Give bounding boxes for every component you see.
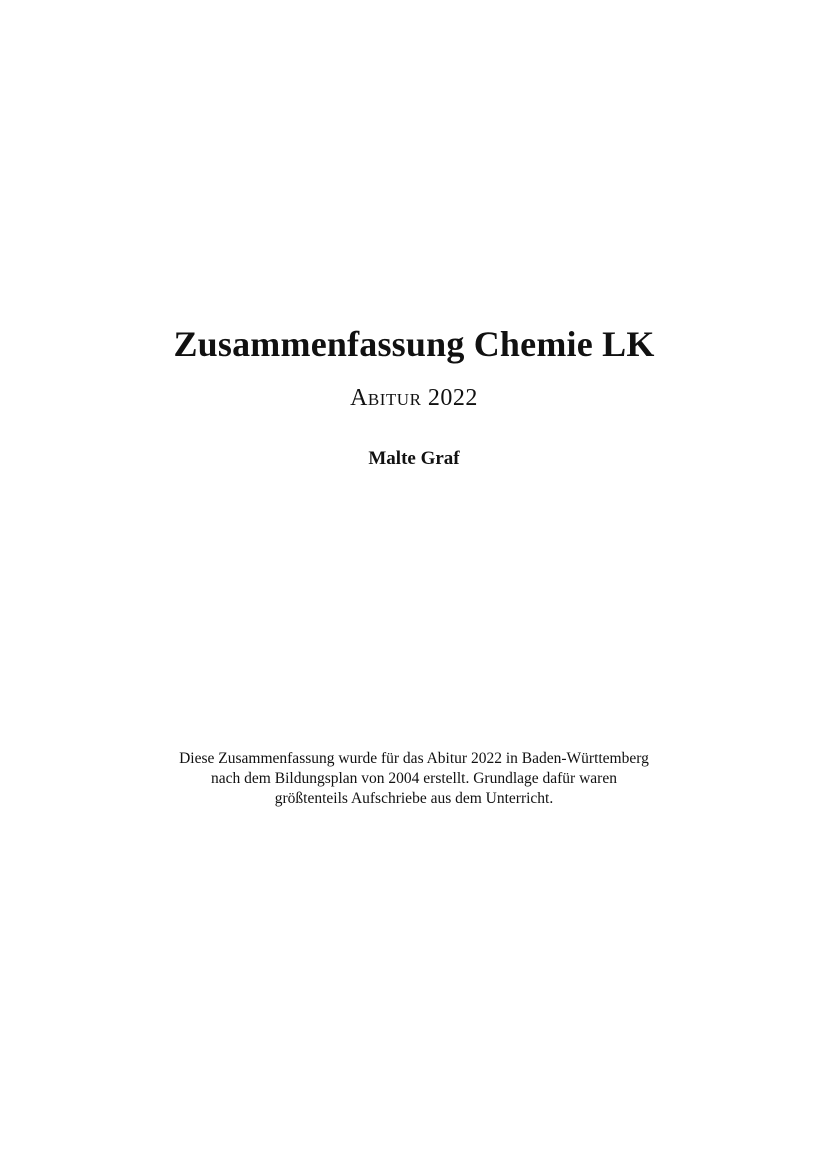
document-abstract — [114, 749, 714, 809]
document-title: Zusammenfassung Chemie LK — [173, 324, 655, 364]
document-author: Malte Graf — [368, 448, 460, 469]
abstract-line: nach dem Bildungsplan von 2004 erstellt. Grundlage dafür waren — [211, 770, 617, 787]
abstract-line: größtenteils Aufschriebe aus dem Unterricht. — [274, 790, 554, 807]
abstract-line: Diese Zusammenfassung wurde für das Abitur 2022 in Baden-Württemberg — [179, 750, 649, 767]
document-subtitle: Abitur 2022 — [350, 385, 478, 411]
